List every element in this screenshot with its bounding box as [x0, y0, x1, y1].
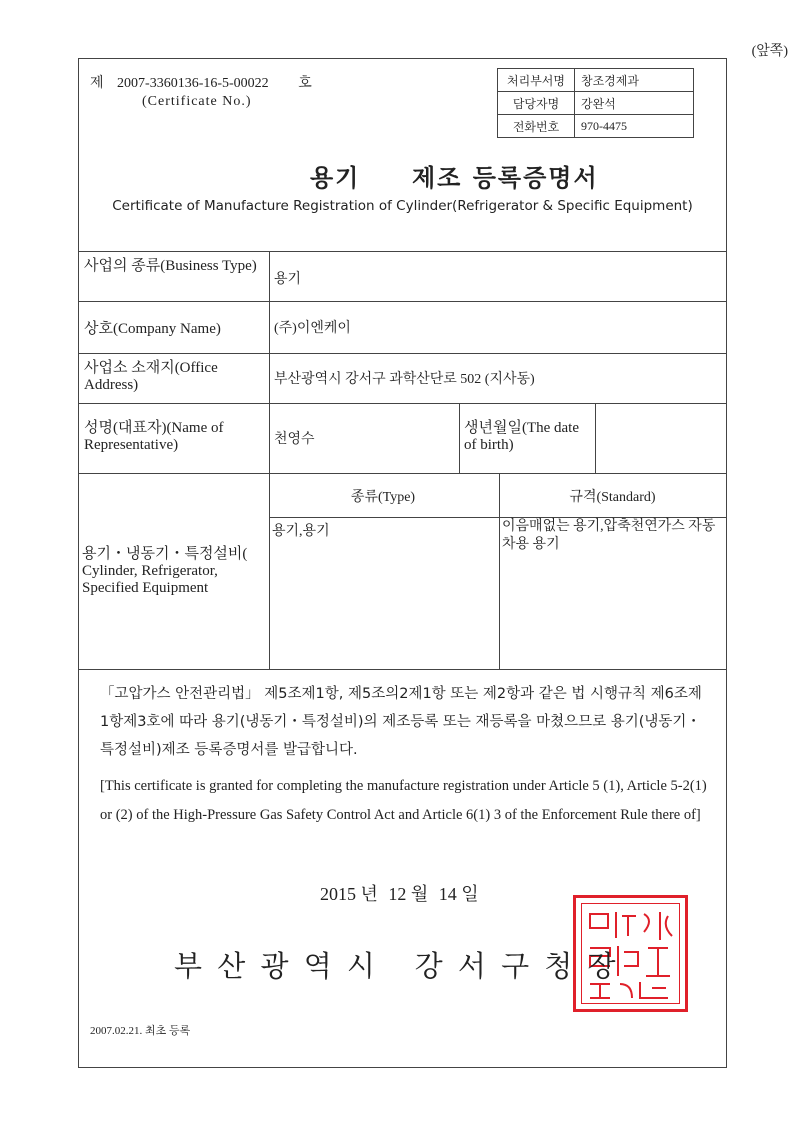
company-name-label: 상호(Company Name)	[84, 321, 221, 337]
type-value: 용기,용기	[272, 524, 330, 539]
issue-day: 14	[438, 884, 457, 904]
year-unit: 년	[360, 884, 378, 904]
info-value: 창조경제과	[575, 69, 694, 92]
business-type-label: 사업의 종류(Business Type)	[84, 258, 257, 274]
type-header: 종류(Type)	[350, 490, 416, 505]
table-row	[498, 69, 694, 92]
divider	[79, 353, 726, 354]
company-name-value: (주)이엔케이	[274, 321, 351, 336]
divider	[459, 403, 460, 473]
divider	[79, 669, 726, 670]
equipment-label: 용기・냉동기・특정설비( Cylinder, Refrigerator, Specified Equipment	[82, 546, 248, 596]
divider	[269, 251, 270, 669]
statement-en: [This certificate is granted for completing the manufacture registration under Article 5 (1), Article 5-2(1) or (2) of the High-Pressure Gas Safety Control Act and Article 6(1) 3 of the Enforcement Rule there of]	[100, 778, 707, 823]
table-row	[498, 115, 694, 138]
standard-value: 이음매없는 용기,압축천연가스 자동차용 용기	[502, 519, 716, 552]
statement-ko: 「고압가스 안전관리법」 제5조제1항, 제5조의2제1항 또는 제2항과 같은 법 시행규칙 제6조제1항제3호에 따라 용기(냉동기・특정설비)의 제조등록 또는 재등록을 마쳤으므로 용기(냉동기・특정설비)제조 등록증명서를 발급합니다.	[100, 686, 702, 758]
info-label: 담당자명	[498, 92, 575, 115]
issue-year: 2015	[320, 884, 356, 904]
month-unit: 월	[410, 884, 429, 904]
business-type-value: 용기	[274, 272, 302, 287]
title-ko-1: 용기	[310, 164, 361, 192]
info-label: 전화번호	[498, 115, 575, 138]
title-en: Certificate of Manufacture Registration of Cylinder(Refrigerator & Specific Equipment)	[112, 198, 693, 214]
representative-value: 천영수	[274, 432, 315, 447]
divider	[79, 251, 726, 252]
divider	[79, 403, 726, 404]
title-ko-2: 제조 등록증명서	[412, 164, 599, 192]
divider	[595, 403, 596, 473]
standard-header: 규격(Standard)	[569, 490, 656, 505]
divider	[79, 301, 726, 302]
info-label: 처리부서명	[498, 69, 575, 92]
issue-month: 12	[388, 884, 407, 904]
office-address-value: 부산광역시 강서구 과학산단로 502 (지사동)	[274, 372, 535, 387]
issue-date	[320, 880, 479, 906]
info-value: 강완석	[575, 92, 694, 115]
certificate-number	[90, 72, 312, 92]
info-value: 970-4475	[575, 115, 694, 138]
page-side-label: (앞쪽)	[751, 44, 788, 59]
cert-number-label-en: (Certificate No.)	[142, 94, 252, 109]
divider	[79, 473, 726, 474]
birth-date-label: 생년월일(The date of birth)	[464, 420, 580, 453]
office-address-label: 사업소 소재지(Office Address)	[84, 360, 218, 393]
issuer-name: 부 산 광 역 시 강 서 구 청 장	[174, 949, 619, 983]
cert-prefix: 제	[90, 76, 104, 91]
office-info-table	[497, 68, 694, 138]
footnote: 2007.02.21. 최초 등록	[90, 1025, 191, 1037]
cert-number: 2007-3360136-16-5-00022	[117, 76, 269, 91]
representative-label: 성명(대표자)(Name of Representative)	[84, 420, 224, 453]
table-row	[498, 92, 694, 115]
day-unit: 일	[461, 884, 479, 904]
cert-suffix: 호	[298, 76, 312, 91]
